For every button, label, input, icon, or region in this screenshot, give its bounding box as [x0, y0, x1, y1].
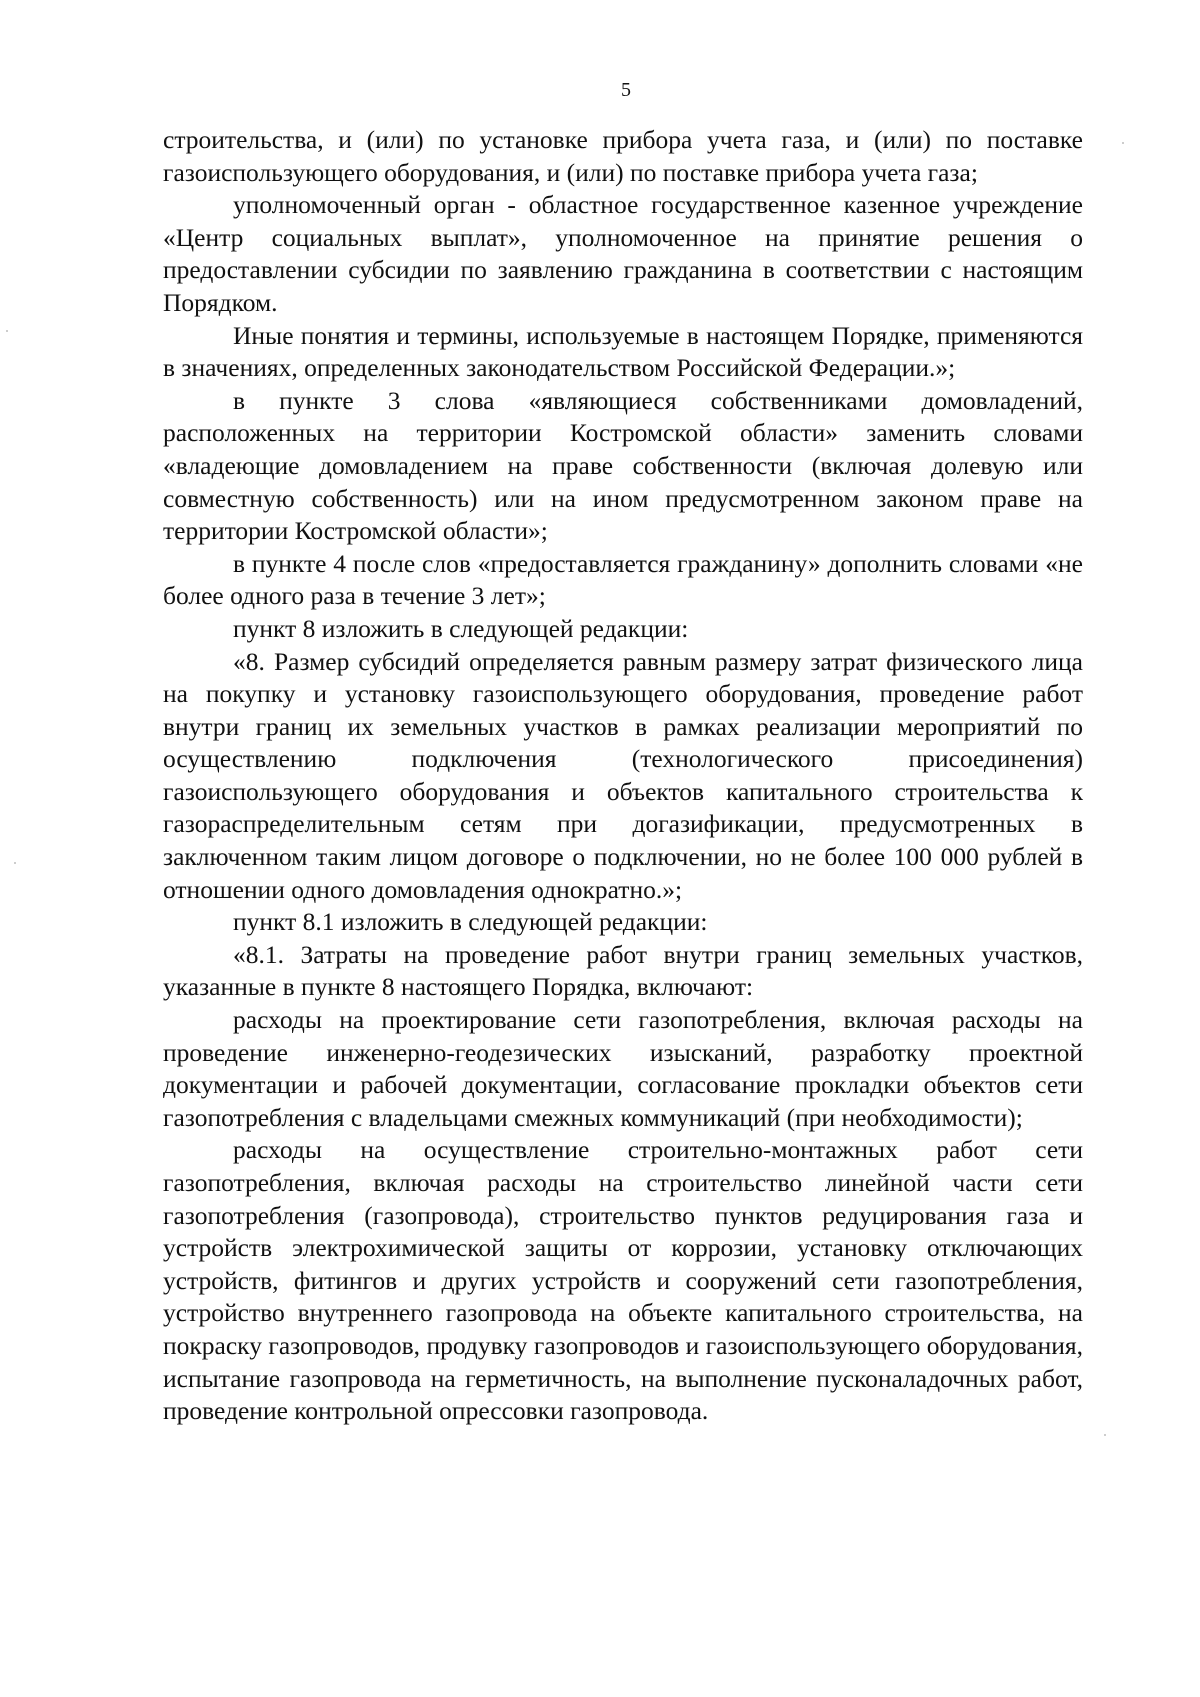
paragraph: Иные понятия и термины, используемые в настоящем Порядке, применяются в значениях, определенных законодательством Российской Федерации.»; [163, 320, 1083, 383]
page-number: 5 [621, 79, 631, 101]
paragraph: уполномоченный орган - областное государственное казенное учреждение «Центр социальных выплат», уполномоченное на принятие решения о предоставлении субсидии по заявлению гражданина в соответствии с настоящим Порядком. [163, 190, 1083, 317]
paragraph: в пункте 3 слова «являющиеся собственниками домовладений, расположенных на территории Костромской области» заменить словами «владеющие домовладением на праве собственности (включая долевую или совместную собственность) или на ином предусмотренном законом праве на территории Костромской области»; [163, 385, 1083, 546]
scan-speck [1122, 142, 1124, 144]
paragraph: расходы на осуществление строительно-монтажных работ сети газопотребления, включая расходы на строительство линейной части сети газопотребления (газопровода), строительство пунктов редуцирования газа и устройств электрохимической защиты от коррозии, установку отключающих устройств, фитингов и других устройств и сооружений сети газопотребления, устройство внутреннего газопровода на объекте капитального строительства, на покраску газопроводов, продувку газопроводов и газоиспользующего оборудования, испытание газопровода на герметичность, на выполнение пусконаладочных работ, проведение контрольной опрессовки газопровода. [163, 1135, 1083, 1426]
document-body [163, 124, 1083, 1428]
scan-speck [14, 862, 16, 864]
paragraph: расходы на проектирование сети газопотребления, включая расходы на проведение инженерно-геодезических изысканий, разработку проектной документации и рабочей документации, согласование прокладки объектов сети газопотребления с владельцами смежных коммуникаций (при необходимости); [163, 1005, 1083, 1132]
paragraph: «8. Размер субсидий определяется равным размеру затрат физического лица на покупку и установку газоиспользующего оборудования, проведение работ внутри границ их земельных участков в рамках реализации мероприятий по осуществлению подключения (технологического присоединения) газоиспользующего оборудования и объектов капитального строительства к газораспределительным сетям при догазификации, предусмотренных в заключенном таким лицом договоре о подключении, но не более 100 000 рублей в отношении одного домовладения однократно.»; [163, 646, 1083, 904]
paragraph: строительства, и (или) по установке прибора учета газа, и (или) по поставке газоиспользующего оборудования, и (или) по поставке прибора учета газа; [163, 125, 1083, 187]
paragraph: в пункте 4 после слов «предоставляется гражданину» дополнить словами «не более одного раза в течение 3 лет»; [163, 548, 1083, 611]
scan-speck [6, 330, 8, 332]
paragraph: «8.1. Затраты на проведение работ внутри границ земельных участков, указанные в пункте 8 настоящего Порядка, включают: [163, 939, 1083, 1002]
scan-speck [1104, 1434, 1106, 1436]
paragraph: пункт 8.1 изложить в следующей редакции: [233, 907, 708, 937]
paragraph: пункт 8 изложить в следующей редакции: [233, 613, 689, 643]
